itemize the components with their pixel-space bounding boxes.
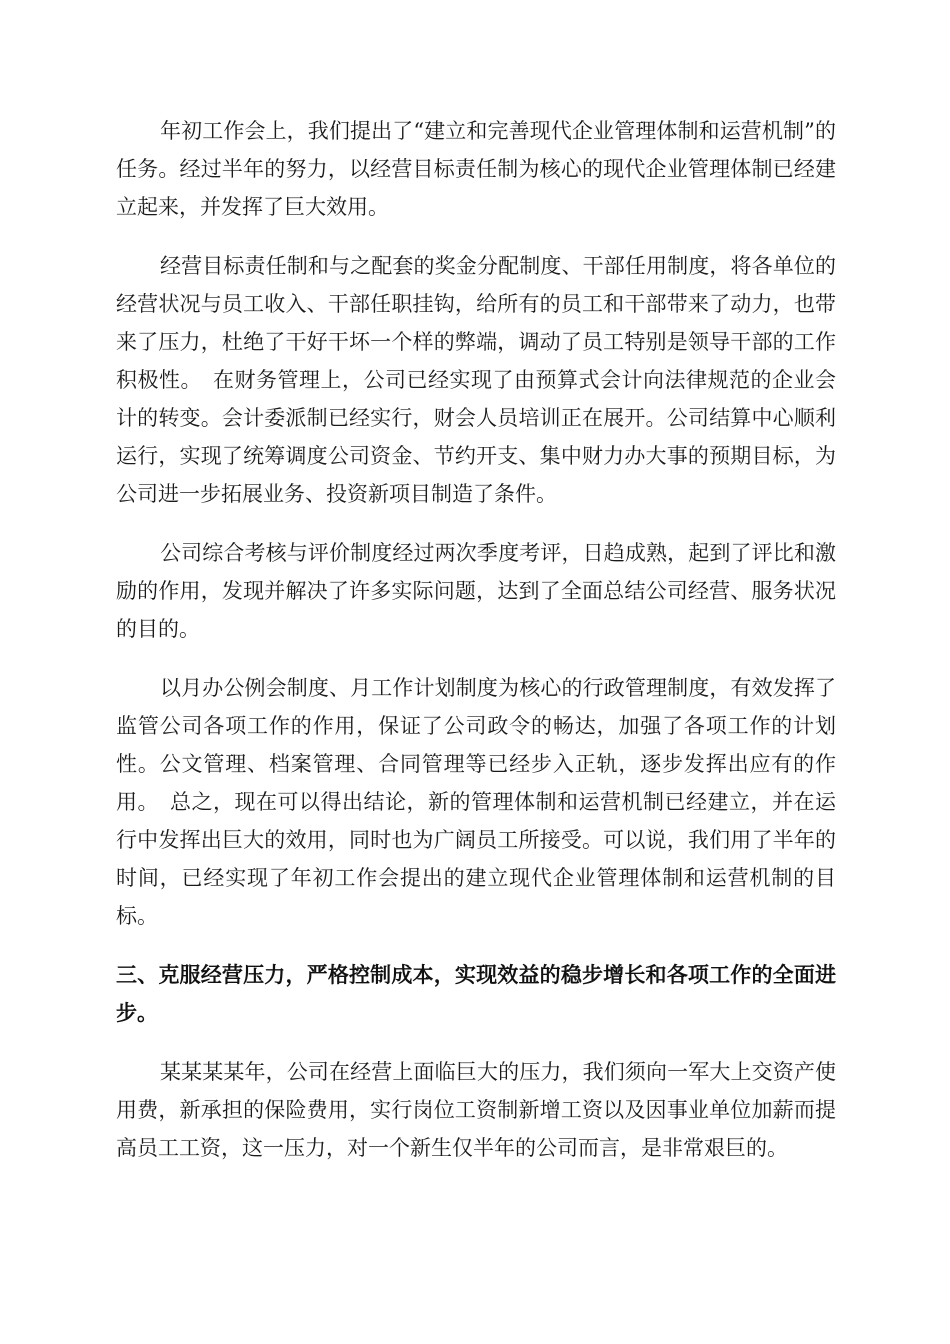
document-page [116,112,836,1188]
paragraph-evaluation: 公司综合考核与评价制度经过两次季度考评，日趋成熟，起到了评比和激励的作用，发现并解决了许多实际问题，达到了全面总结公司经营、服务状况的目的。 [116,541,836,641]
paragraph-administration: 以月办公例会制度、月工作计划制度为核心的行政管理制度，有效发挥了监管公司各项工作的作用，保证了公司政令的畅达，加强了各项工作的计划性。公文管理、档案管理、合同管理等已经步入正轨，逐步发挥出应有的作用。 总之，现在可以得出结论，新的管理体制和运营机制已经建立，并在运行中发挥出巨大的效用，同时也为广阔员工所接受。可以说，我们用了半年的时间，已经实现了年初工作会提出的建立现代企业管理体制和运营机制的目标。 [116,676,836,928]
paragraph-management-system: 年初工作会上，我们提出了“建立和完善现代企业管理体制和运营机制”的任务。经过半年的努力，以经营目标责任制为核心的现代企业管理体制已经建立起来，并发挥了巨大效用。 [116,119,836,219]
section-heading-three: 三、克服经营压力，严格控制成本，实现效益的稳步增长和各项工作的全面进步。 [116,963,836,1025]
paragraph-operating-pressure: 某某某某年，公司在经营上面临巨大的压力，我们须向一军大上交资产使用费，新承担的保险费用，实行岗位工资制新增工资以及因事业单位加薪而提高员工工资，这一压力，对一个新生仅半年的公司而言，是非常艰巨的。 [116,1060,836,1160]
paragraph-responsibility-finance: 经营目标责任制和与之配套的奖金分配制度、干部任用制度，将各单位的经营状况与员工收入、干部任职挂钩，给所有的员工和干部带来了动力，也带来了压力，杜绝了干好干坏一个样的弊端，调动了员工特别是领导干部的工作积极性。 在财务管理上，公司已经实现了由预算式会计向法律规范的企业会计的转变。会计委派制已经实行，财会人员培训正在展开。公司结算中心顺利运行，实现了统筹调度公司资金、节约开支、集中财力办大事的预期目标，为公司进一步拓展业务、投资新项目制造了条件。 [116,254,836,506]
